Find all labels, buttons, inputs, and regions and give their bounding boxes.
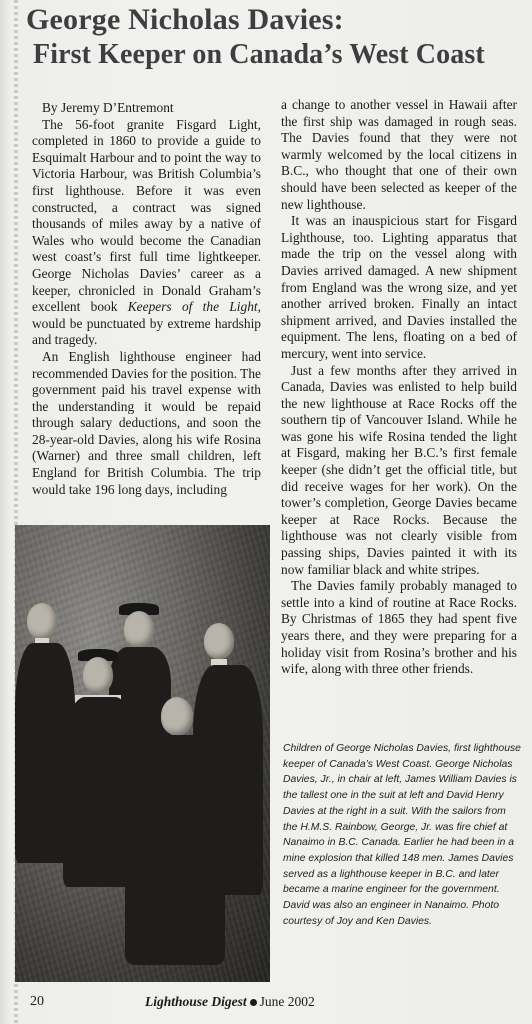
article-headline — [26, 2, 526, 72]
headline-line-1: George Nicholas Davies: — [26, 3, 344, 36]
right-paragraph-4: The Davies family probably managed to settle into a kind of routine at Race Rocks. By Christmas of 1865 they had spent five years there, and they were preparing for a holiday visit from Rosina’s brother and his wife, along with three other friends. — [281, 578, 517, 677]
left-column — [32, 100, 261, 498]
bullet-icon — [250, 999, 257, 1006]
right-paragraph-3: Just a few months after they arrived in Canada, Davies was enlisted to help build the new lighthouse at Race Rocks off the southern tip of Vancouver Island. While he was gone his wife Rosina tended the light at Fisgard, making her B.C.’s first female keeper (she didn’t get the official title, but did receive wages for her work). On the tower’s completion, George Davies became keeper at Race Rocks. Because the lighthouse was not clearly visible from passing ships, Davies painted it with its now familiar black and white stripes. — [281, 362, 517, 577]
left-paragraph-1-text: The 56-foot granite Fisgard Light, completed in 1860 to provide a guide to Esquimalt Harbour and to point the way to Victoria Harbour, was British Columbia’s first lighthouse. Before it was even constructed, a contract was signed thousands of miles away by a native of Wales who would become the Canadian west coast’s first full time lightkeeper. George Nicholas Davies’ career as a keeper, chronicled in Donald Graham’s excellent book — [32, 116, 261, 315]
headline-line-2: First Keeper on Canada’s West Coast — [33, 39, 485, 70]
left-paragraph-2: An English lighthouse engineer had recommended Davies for the position. The government paid his travel expense with the understanding it would be repaid through salary deductions, and soon the 28-year-old Davies, along his wife Rosina (Warner) and three small children, left England for British Columbia. The trip would take 196 long days, including — [32, 348, 261, 497]
left-paragraph-1-end: would be punctuated by extreme hardship and tragedy. — [32, 315, 261, 348]
book-title: Keepers of the Light, — [127, 299, 261, 315]
right-paragraph-2: It was an inauspicious start for Fisgard Lighthouse, too. Lighting apparatus that made the trip on the vessel along with Davies arrived damaged. A new shipment from England was the wrong size, and yet another arrived broken. Finally an intact shipment arrived, and Davies installed the equipment. The lens, floating on a bed of mercury, went into service. — [281, 213, 517, 361]
family-photo — [15, 525, 270, 982]
publication-info — [145, 994, 315, 1010]
photo-caption: Children of George Nicholas Davies, first lighthouse keeper of Canada’s West Coast. George Nicholas Davies, Jr., in chair at left, James William Davies is the tallest one in the suit at left and David Henry Davies at the right in a suit. With the sailors from the H.M.S. Rainbow, George, Jr. was fire chief at Nanaimo in B.C. Canada. Earlier he had been in a mine explosion that killed 148 men. James Davies served as a lighthouse keeper in B.C. and later became a marine engineer for the government. David was also an engineer in Nanaimo. Photo courtesy of Joy and Ken Davies. — [283, 743, 521, 927]
issue-date: June 2002 — [259, 994, 315, 1009]
left-paragraph-1 — [32, 117, 261, 349]
page-footer — [0, 994, 532, 1014]
page-number: 20 — [30, 994, 44, 1009]
magazine-name: Lighthouse Digest — [145, 994, 247, 1009]
byline: By Jeremy D’Entremont — [42, 100, 174, 115]
right-column — [281, 97, 517, 678]
right-paragraph-1: a change to another vessel in Hawaii after the first ship was damaged in rough seas. The Davies found that they were not warmly welcomed by the local citizens in B.C., who thought that one of their own should have been selected as keeper of the new lighthouse. — [281, 97, 517, 212]
